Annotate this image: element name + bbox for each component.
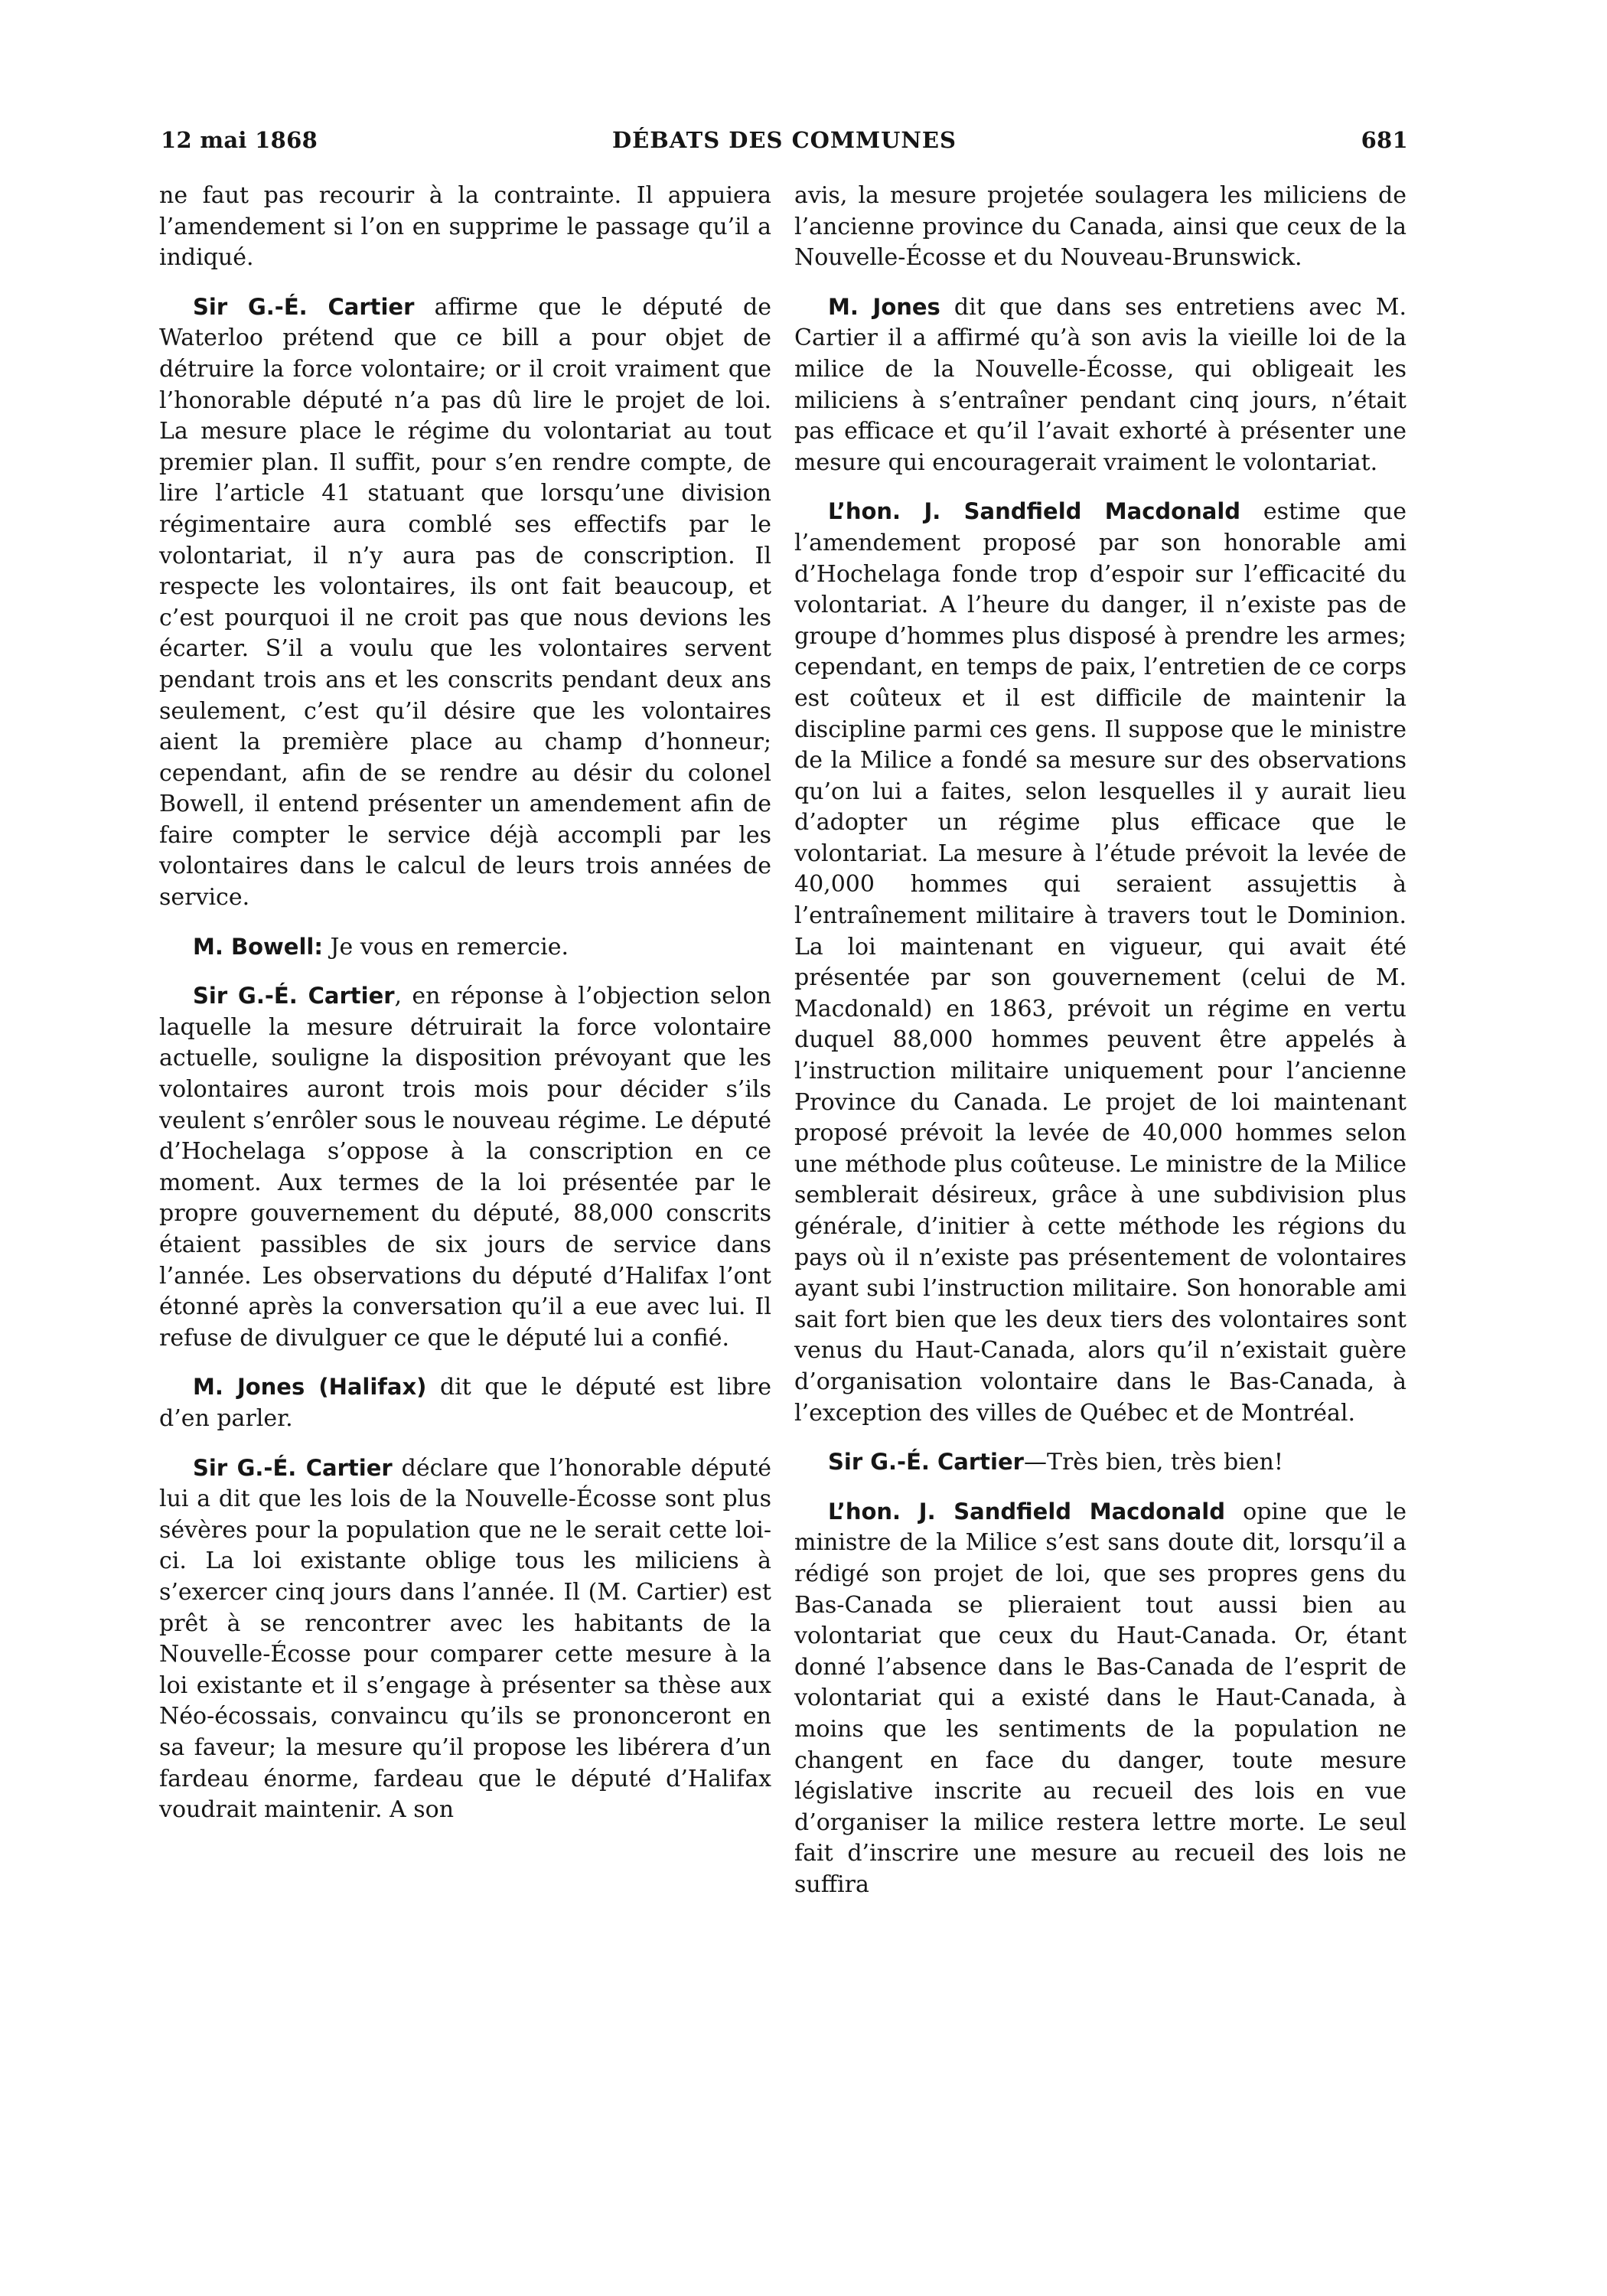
speaker-name: Sir G.-É. Cartier: [828, 1449, 1024, 1476]
paragraph-text: avis, la mesure projetée soulagera les miliciens de l’ancienne province du Canada, ainsi que ceux de la Nouvelle-Écosse et du Nouveau-Brunswick.: [794, 182, 1407, 272]
paragraph: [159, 180, 771, 274]
header-title: DÉBATS DES COMMUNES: [612, 127, 957, 153]
paragraph-text: dit que dans ses entretiens avec M. Cartier il a affirmé qu’à son avis la vieille loi de la milice de la Nouvelle-Écosse, qui obligeait les miliciens à s’entraîner pendant cinq jours, n’était pas efficace et qu’il l’avait exhorté à présenter une mesure qui encouragerait vraiment le volontariat.: [794, 293, 1407, 476]
paragraph: [159, 1453, 771, 1826]
paragraph-text: , en réponse à l’objection selon laquelle la mesure détruirait la force volontaire actuelle, souligne la disposition prévoyant que les volontaires auront trois mois pour décider s’ils veulent s’enrôler sous le nouveau régime. Le député d’Hochelaga s’oppose à la conscription en ce moment. Aux termes de la loi présentée par le propre gouvernement du député, 88,000 conscrits étaient passibles de six jours de service dans l’année. Les observations du député d’Halifax l’ont étonné après la conversation qu’il a eue avec lui. Il refuse de divulguer ce que le député lui a confié.: [159, 983, 771, 1352]
speaker-name: L’hon. J. Sandfield Macdonald: [828, 1498, 1225, 1525]
speaker-name: L’hon. J. Sandfield Macdonald: [828, 498, 1241, 525]
paragraph: [794, 1446, 1407, 1479]
paragraph-text: estime que l’amendement proposé par son honorable ami d’Hochelaga fonde trop d’espoir sur l’efficacité du volontariat. A l’heure du danger, il n’existe pas de groupe d’hommes plus disposé à prendre les armes; cependant, en temps de paix, l’entretien de ce corps est coûteux et il est difficile de maintenir la discipline parmi ces gens. Il suppose que le ministre de la Milice a fondé sa mesure sur des observations qu’on lui a faites, selon lesquelles il y aurait lieu d’adopter un régime plus efficace que le volontariat. La mesure à l’étude prévoit la levée de 40,000 hommes qui seraient assujettis à l’entraînement militaire à travers tout le Dominion. La loi maintenant en vigueur, qui avait été présentée par son gouvernement (celui de M. Macdonald) en 1863, prévoit un régime en vertu duquel 88,000 hommes peuvent être appelés à l’instruction militaire uniquement pour l’ancienne Province du Canada. Le projet de loi maintenant proposé prévoit la levée de 40,000 hommes selon une méthode plus coûteuse. Le ministre de la Milice semblerait désireux, grâce à une subdivision plus générale, d’initier à cette méthode les régions du pays où il n’existe pas présentement de volontaires ayant subi l’instruction militaire. Son honorable ami sait fort bien que les deux tiers des volontaires sont venus du Haut-Canada, alors qu’il n’existait guère d’organisation volontaire dans le Bas-Canada, à l’exception des villes de Québec et de Montréal.: [794, 498, 1407, 1427]
paragraph-text: —Très bien, très bien!: [1023, 1449, 1283, 1476]
paragraph-text: Je vous en remercie.: [322, 933, 569, 960]
paragraph: [794, 496, 1407, 1429]
speaker-name: M. Jones (Halifax): [193, 1374, 427, 1401]
paragraph: [159, 292, 771, 914]
paragraph: [794, 180, 1407, 274]
running-header: [161, 127, 1408, 161]
speaker-name: M. Jones: [828, 293, 940, 320]
right-column: [794, 180, 1407, 1918]
speaker-name: Sir G.-É. Cartier: [193, 983, 395, 1009]
paragraph-text: opine que le ministre de la Milice s’est sans doute dit, lorsqu’il a rédigé son projet de loi, que ses propres gens du Bas-Canada se plieraient tout aussi bien au volontariat que ceux du Haut-Canada. Or, étant donné l’absence dans le Bas-Canada de l’esprit de volontariat qui a existé dans le Haut-Canada, à moins que les sentiments de la population ne changent en face du danger, toute mesure législative inscrite au recueil des lois en vue d’organiser la milice restera lettre morte. Le seul fait d’inscrire une mesure au recueil des lois ne suffira: [794, 1498, 1407, 1898]
paragraph: [794, 292, 1407, 479]
left-column: [159, 180, 771, 1844]
paragraph-text: déclare que l’honorable député lui a dit que les lois de la Nouvelle-Écosse sont plus sévères pour la population que ne le serait cette loi-ci. La loi existante oblige tous les miliciens à s’exercer cinq jours dans l’année. Il (M. Cartier) est prêt à se rencontrer avec les habitants de la Nouvelle-Écosse pour comparer cette mesure à la loi existante et il s’engage à présenter sa thèse aux Néo-écossais, convaincu qu’ils se prononceront en sa faveur; la mesure qu’il propose les libérera d’un fardeau énorme, fardeau que le député d’Halifax voudrait maintenir. A son: [159, 1454, 771, 1824]
header-date: 12 mai 1868: [161, 127, 318, 153]
speaker-name: M. Bowell:: [193, 933, 323, 960]
speaker-name: Sir G.-É. Cartier: [193, 1454, 393, 1481]
speaker-name: Sir G.-É. Cartier: [193, 293, 415, 320]
page-number: 681: [1361, 127, 1408, 153]
paragraph: [159, 1371, 771, 1434]
paragraph-text: ne faut pas recourir à la contrainte. Il appuiera l’amendement si l’on en supprime le passage qu’il a indiqué.: [159, 182, 771, 272]
paragraph-text: affirme que le député de Waterloo prétend que ce bill a pour objet de détruire la force volontaire; or il croit vraiment que l’honorable député n’a pas dû lire le projet de loi. La mesure place le régime du volontariat au tout premier plan. Il suffit, pour s’en rendre compte, de lire l’article 41 statuant que lorsqu’une division régimentaire aura comblé ses effectifs par le volontariat, il n’y aura pas de conscription. Il respecte les volontaires, ils ont fait beaucoup, et c’est pourquoi il ne croit pas que nous devions les écarter. S’il a voulu que les volontaires servent pendant trois ans et les conscrits pendant deux ans seulement, c’est qu’il désire que les volontaires aient la première place au champ d’honneur; cependant, afin de se rendre au désir du colonel Bowell, il entend présenter un amendement afin de faire compter le service déjà accompli par les volontaires dans le calcul de leurs trois années de service.: [159, 293, 771, 912]
paragraph: [159, 980, 771, 1354]
paragraph-text: dit que le député est libre d’en parler.: [159, 1374, 771, 1432]
paragraph: [159, 931, 771, 964]
paragraph: [794, 1496, 1407, 1901]
